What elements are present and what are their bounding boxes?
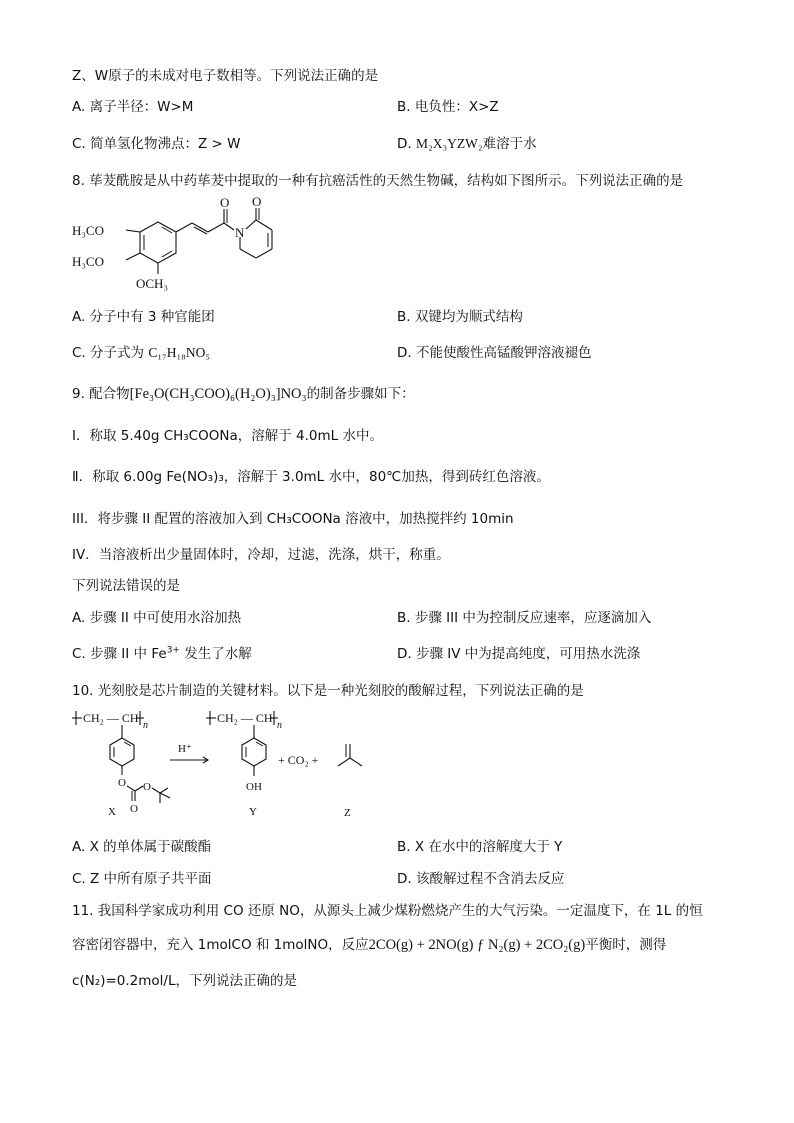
q10-co2: + CO₂ +	[278, 753, 319, 767]
q8-molecule-structure	[70, 196, 290, 298]
q8-label-n: N	[235, 225, 245, 240]
q7-option-a: A. 离子半径：W>M	[72, 99, 194, 115]
q10-y-oh: OH	[246, 781, 262, 793]
q9-ask: 下列说法错误的是	[72, 578, 180, 594]
q9-step-1: Ⅰ．称取 5.40g CH₃COONa，溶解于 4.0mL 水中。	[72, 428, 383, 444]
q10-x-o2: O	[130, 803, 138, 815]
q8-label-o-ring: O	[252, 196, 262, 209]
q8-label-och3: OCH₃	[136, 276, 168, 291]
q9-complex-formula: [Fe₃O(CH₃COO)₆(H₂O)₃]NO₃	[129, 386, 307, 402]
q8-label-o-amide: O	[220, 196, 230, 210]
q9-step-3: III．将步骤 II 配置的溶液加入到 CH₃COONa 溶液中，加热搅拌约 10min	[72, 511, 514, 527]
q7-option-b: B. 电负性：X>Z	[397, 99, 499, 115]
q8-c-formula: C₁₇H₁₈NO₅	[148, 345, 211, 360]
q7-option-d: D. M₂X₃YZW₂难溶于水	[397, 136, 537, 152]
q11-line-1: 11. 我国科学家成功利用 CO 还原 NO，从源头上减少煤粉燃烧产生的大气污染。一定温度下，在 1L 的恒	[72, 903, 703, 919]
q10-x-o1: O	[118, 777, 126, 789]
q10-label-z: Z	[344, 807, 351, 819]
q7-stem-tail: Z、W原子的未成对电子数相等。下列说法正确的是	[72, 68, 379, 84]
q10-reaction-scheme	[70, 708, 370, 823]
q9-option-c: C. 步骤 II 中 $Fe^{3+}$ 发生了水解	[72, 645, 252, 662]
q7-option-c: C. 简单氢化物沸点：Z > W	[72, 136, 241, 152]
q10-option-c: C. Z 中所有原子共平面	[72, 871, 212, 887]
q10-label-y: Y	[249, 806, 257, 818]
q10-label-x: X	[108, 806, 116, 818]
q9-stem: 9. 配合物[Fe₃O(CH₃COO)₆(H₂O)₃]NO₃的制备步骤如下：	[72, 386, 415, 402]
q10-y-n: n	[277, 720, 282, 731]
q10-x-chain: CH₂ — CH	[83, 711, 139, 725]
q11-line-2: 容密闭容器中，充入 1molCO 和 1molNO，反应2CO(g) + 2NO(g) ƒ N₂(g) + 2CO₂(g)平衡时，测得	[72, 937, 667, 953]
q8-label-h3co-top: H₃CO	[72, 223, 104, 238]
q10-y-chain: CH₂ — CH	[217, 711, 273, 725]
q8-option-a: A. 分子中有 3 种官能团	[72, 309, 215, 325]
q8-option-b: B. 双键均为顺式结构	[397, 309, 523, 325]
q10-x-n: n	[143, 720, 148, 731]
q7-d-formula: M₂X₃YZW₂	[415, 136, 483, 151]
q9-option-a: A. 步骤 II 中可使用水浴加热	[72, 610, 242, 626]
q10-x-o3: O	[143, 781, 151, 793]
q10-option-b: B. X 在水中的溶解度大于 Y	[397, 839, 563, 855]
q8-stem: 8. 荜茇酰胺是从中药荜茇中提取的一种有抗癌活性的天然生物碱，结构如下图所示。下列说法正确的是	[72, 173, 684, 189]
q8-option-c: C. 分子式为 C₁₇H₁₈NO₅	[72, 345, 211, 361]
q10-option-d: D. 该酸解过程不含消去反应	[397, 871, 565, 887]
q10-option-a: A. X 的单体属于碳酸酯	[72, 839, 212, 855]
q9-step-2: Ⅱ．称取 6.00g Fe(NO₃)₃，溶解于 3.0mL 水中，80℃加热，得到砖红色溶液。	[72, 469, 550, 485]
q8-label-h3co-mid: H₃CO	[72, 254, 104, 269]
q9-step-4: IV．当溶液析出少量固体时，冷却，过滤，洗涤，烘干，称重。	[72, 547, 450, 563]
q8-option-d: D. 不能使酸性高锰酸钾溶液褪色	[397, 345, 592, 361]
q11-equation: 2CO(g) + 2NO(g) ƒ N₂(g) + 2CO₂(g)	[368, 937, 586, 953]
q10-stem: 10. 光刻胶是芯片制造的关键材料。以下是一种光刻胶的酸解过程，下列说法正确的是	[72, 683, 584, 699]
q10-catalyst: H⁺	[178, 743, 192, 755]
q9-option-d: D. 步骤 IV 中为提高纯度，可用热水洗涤	[397, 646, 641, 662]
q9-option-b: B. 步骤 III 中为控制反应速率，应逐滴加入	[397, 610, 652, 626]
q11-line-3: c(N₂)=0.2mol/L，下列说法正确的是	[72, 973, 297, 989]
